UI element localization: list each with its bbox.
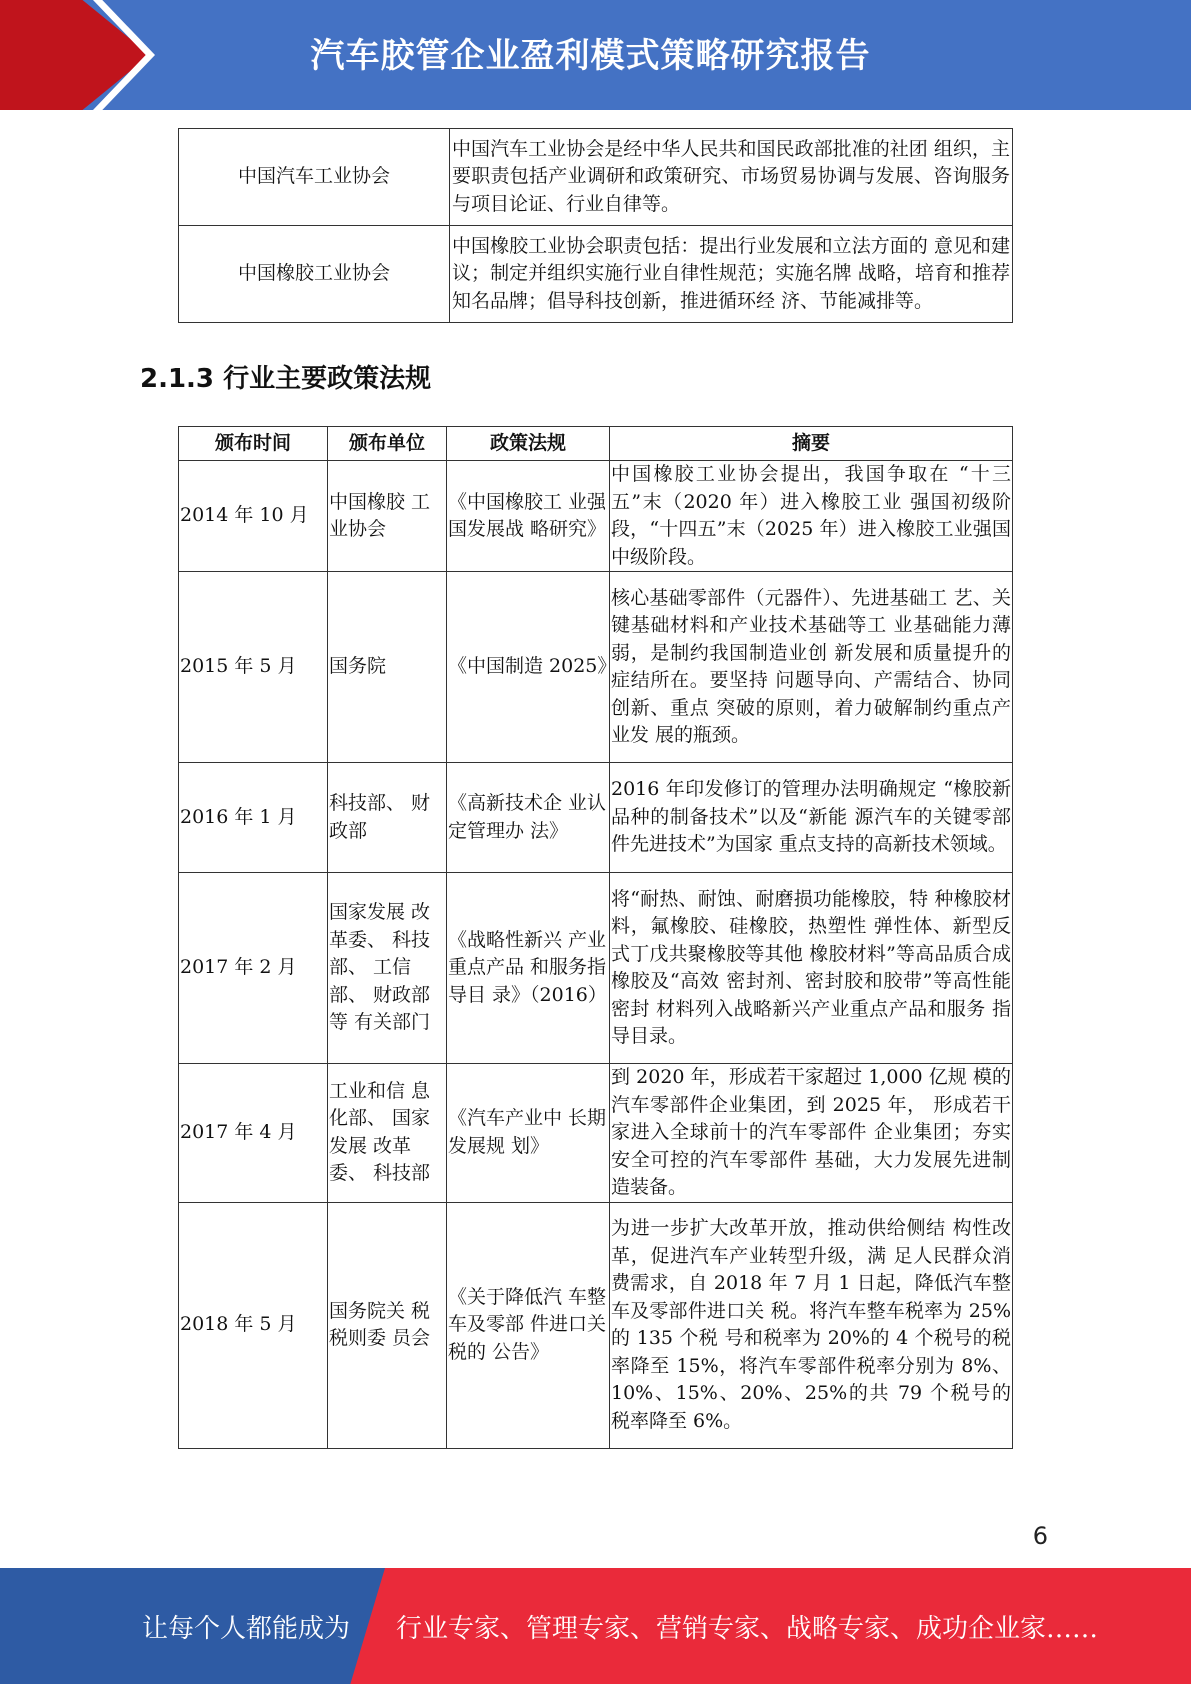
table-row [179, 461, 1013, 572]
association-table [178, 128, 1013, 323]
association-name: 中国橡胶工业协会 [179, 226, 450, 323]
table-row [179, 763, 1013, 873]
policy-name: 《战略性新兴 产业重点产品 和服务指导目 录》（2016） [447, 873, 610, 1064]
table-header-row [179, 427, 1013, 461]
policy-summary: 将“耐热、耐蚀、耐磨损功能橡胶，特 种橡胶材料，氟橡胶、硅橡胶，热塑性 弹性体、新型反式丁戊共聚橡胶等其他 橡胶材料”等高品质合成橡胶及“高效 密封剂、密封胶和胶带”等高性能密封 材料列入战略新兴产业重点产品和服务 指导目录。 [610, 873, 1013, 1064]
policy-unit: 国家发展 改革委、 科技部、 工信部、 财政部等 有关部门 [328, 873, 447, 1064]
policy-name: 《汽车产业中 长期发展规 划》 [447, 1064, 610, 1203]
policy-time: 2015 年 5 月 [179, 572, 328, 763]
policy-unit: 工业和信 息化部、 国家发展 改革委、 科技部 [328, 1064, 447, 1203]
association-desc: 中国汽车工业协会是经中华人民共和国民政部批准的社团 组织，主要职责包括产业调研和政策研究、市场贸易协调与发展、咨询服务与项目论证、行业自律等。 [450, 129, 1013, 226]
policy-name: 《中国橡胶工 业强国发展战 略研究》 [447, 461, 610, 572]
table-row [179, 1202, 1013, 1448]
association-name: 中国汽车工业协会 [179, 129, 450, 226]
header-red-chevron [0, 0, 150, 110]
policy-unit: 中国橡胶 工业协会 [328, 461, 447, 572]
table-row [179, 873, 1013, 1064]
header-time: 颁布时间 [179, 427, 328, 461]
table-row [179, 129, 1013, 226]
policy-time: 2018 年 5 月 [179, 1202, 328, 1448]
policy-summary: 2016 年印发修订的管理办法明确规定 “橡胶新品种的制备技术”以及“新能 源汽车的关键零部件先进技术”为国家 重点支持的高新技术领域。 [610, 763, 1013, 873]
policy-time: 2014 年 10 月 [179, 461, 328, 572]
association-desc: 中国橡胶工业协会职责包括：提出行业发展和立法方面的 意见和建议；制定并组织实施行业自律性规范；实施名牌 战略，培育和推荐知名品牌；倡导科技创新，推进循环经 济、节能减排等。 [450, 226, 1013, 323]
table-row [179, 226, 1013, 323]
policy-summary: 核心基础零部件（元器件）、先进基础工 艺、关键基础材料和产业技术基础等工 业基础能力薄弱，是制约我国制造业创 新发展和质量提升的症结所在。要坚持 问题导向、产需结合、协同创新、重点 突破的原则，着力破解制约重点产业发 展的瓶颈。 [610, 572, 1013, 763]
table-row [179, 1064, 1013, 1203]
policy-summary: 为进一步扩大改革开放，推动供给侧结 构性改革，促进汽车产业转型升级，满 足人民群众消费需求，自 2018 年 7 月 1 日起，降低汽车整车及零部件进口关 税。将汽车整车税率为 25%的 135 个税 号和税率为 20%的 4 个税号的税率降至 15%，将汽车零部件税率分别为 8%、 10%、15%、20%、25%的共 79 个税号的 税率降至 6%。 [610, 1202, 1013, 1448]
policy-name: 《高新技术企 业认定管理办 法》 [447, 763, 610, 873]
policy-summary: 中国橡胶工业协会提出，我国争取在 “十三五”末（2020 年）进入橡胶工业 强国初级阶段，“十四五”末（2025 年）进入橡胶工业强国中级阶段。 [610, 461, 1013, 572]
report-title: 汽车胶管企业盈利模式策略研究报告 [310, 36, 871, 76]
policy-time: 2016 年 1 月 [179, 763, 328, 873]
policy-name: 《关于降低汽 车整车及零部 件进口关税的 公告》 [447, 1202, 610, 1448]
footer-slogan-left: 让每个人都能成为 [142, 1614, 351, 1644]
page-number: 6 [1032, 1522, 1048, 1550]
policy-name: 《中国制造 2025》 [447, 572, 610, 763]
page-footer [0, 1568, 1191, 1684]
policy-table [178, 426, 1013, 1449]
policy-unit: 国务院关 税税则委 员会 [328, 1202, 447, 1448]
header-policy: 政策法规 [447, 427, 610, 461]
policy-time: 2017 年 4 月 [179, 1064, 328, 1203]
policy-summary: 到 2020 年，形成若干家超过 1,000 亿规 模的汽车零部件企业集团，到 2025 年， 形成若干家进入全球前十的汽车零部件 企业集团；夯实安全可控的汽车零部件 基础，大力发展先进制造装备。 [610, 1064, 1013, 1203]
section-title: 2.1.3 行业主要政策法规 [140, 364, 432, 394]
policy-unit: 国务院 [328, 572, 447, 763]
footer-slogan-right: 行业专家、管理专家、营销专家、战略专家、成功企业家…… [396, 1614, 1099, 1644]
header-summary: 摘要 [610, 427, 1013, 461]
policy-unit: 科技部、 财政部 [328, 763, 447, 873]
table-row [179, 572, 1013, 763]
header-unit: 颁布单位 [328, 427, 447, 461]
policy-time: 2017 年 2 月 [179, 873, 328, 1064]
page-header [0, 0, 1191, 110]
